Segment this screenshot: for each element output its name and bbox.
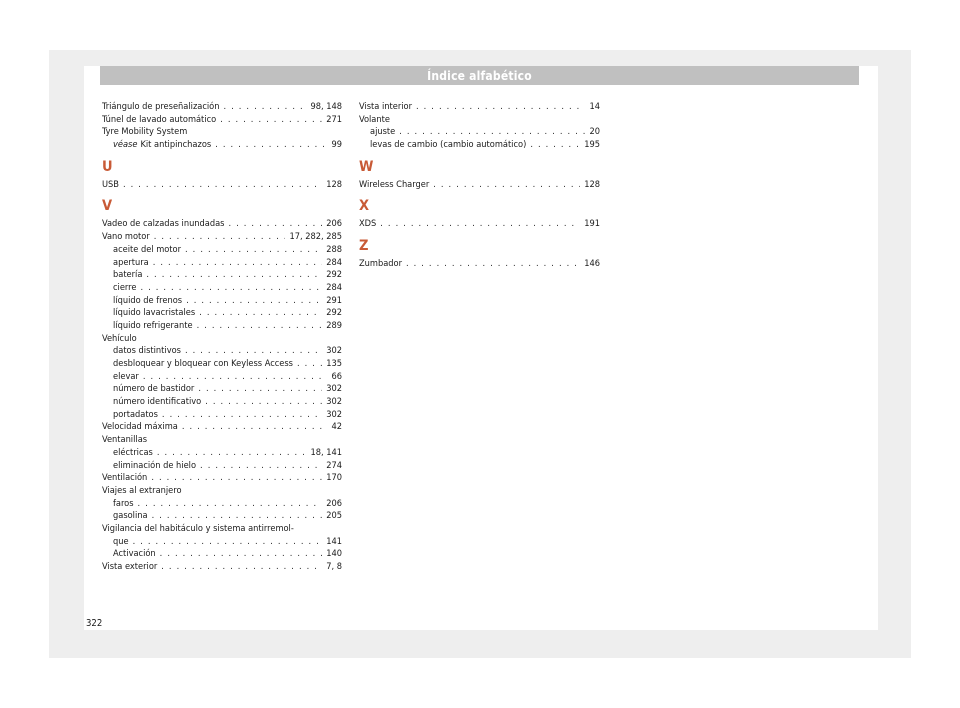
dot-leader <box>530 139 580 152</box>
index-page-ref: 195 <box>584 139 600 151</box>
dot-leader <box>380 218 580 231</box>
dot-leader <box>152 510 323 523</box>
index-subentry <box>102 282 342 295</box>
index-term: Zumbador <box>359 258 402 270</box>
dot-leader <box>215 139 327 152</box>
dot-leader <box>416 101 585 114</box>
index-term: Triángulo de preseñalización <box>102 101 220 112</box>
index-term: Vista interior <box>359 101 412 112</box>
index-page-ref: 14 <box>589 101 600 112</box>
dot-leader <box>182 421 328 434</box>
index-term: Activación <box>113 548 156 560</box>
index-page-ref: 302 <box>326 383 342 395</box>
index-subentry <box>102 510 342 523</box>
index-subentry <box>102 396 342 409</box>
index-term: aceite del motor <box>113 243 182 255</box>
index-term: Velocidad máxima <box>102 421 178 433</box>
index-term: Tyre Mobility System <box>102 126 188 138</box>
index-entry <box>102 179 342 192</box>
index-entry <box>102 218 342 231</box>
index-term: número de bastidor <box>113 383 195 395</box>
section-header <box>100 66 859 85</box>
index-term: portadatos <box>113 408 158 420</box>
dot-leader <box>200 460 322 473</box>
index-term: número identificativo <box>113 396 202 408</box>
dot-leader <box>151 472 322 485</box>
index-page-ref: 291 <box>326 294 342 306</box>
index-page-ref: 271 <box>326 113 342 125</box>
dot-leader <box>138 498 323 511</box>
index-heading <box>102 485 342 498</box>
index-page-ref: 99 <box>331 139 342 151</box>
index-page-ref: 66 <box>331 370 342 382</box>
index-entry <box>102 101 342 114</box>
index-subentry <box>102 383 342 396</box>
index-entry <box>359 101 600 114</box>
index-entry <box>359 179 600 192</box>
index-term: batería <box>113 269 143 281</box>
index-subentry <box>102 371 342 384</box>
index-term: desbloquear y bloquear con Keyless Access <box>113 358 293 369</box>
index-term: eléctricas <box>113 446 153 458</box>
index-page-ref: 302 <box>326 396 342 408</box>
index-page-ref: 42 <box>331 421 342 433</box>
dot-leader <box>223 101 306 114</box>
index-subentry <box>102 460 342 473</box>
index-entry <box>102 139 342 152</box>
index-term: apertura <box>113 256 149 268</box>
index-subentry <box>359 139 600 152</box>
index-letter-x: X <box>359 198 370 215</box>
index-entry <box>102 114 342 127</box>
index-page-ref: 146 <box>584 258 600 270</box>
index-term: líquido refrigerante <box>113 319 193 331</box>
index-page-ref: 274 <box>326 459 342 471</box>
index-page-ref: 140 <box>326 548 342 560</box>
dot-leader <box>220 114 322 127</box>
dot-leader <box>197 320 323 333</box>
index-subentry <box>102 548 342 561</box>
index-heading <box>102 126 342 139</box>
index-heading <box>102 333 342 346</box>
index-page-ref: 206 <box>326 497 342 509</box>
index-subentry <box>359 126 600 139</box>
index-term: cierre <box>113 281 137 293</box>
index-subentry <box>102 447 342 460</box>
index-subentry <box>102 269 342 282</box>
index-term: que <box>113 535 129 547</box>
dot-leader <box>133 536 323 549</box>
index-term: Kit antipinchazos <box>140 139 212 151</box>
index-term: Wireless Charger <box>359 178 430 190</box>
index-subentry <box>102 295 342 308</box>
index-term: líquido de frenos <box>113 294 183 306</box>
index-page-ref: 302 <box>326 408 342 420</box>
index-term: datos distintivos <box>113 345 181 357</box>
index-term: XDS <box>359 218 377 230</box>
index-term: Vista exterior <box>102 561 158 572</box>
index-heading <box>102 434 342 447</box>
dot-leader <box>406 258 580 271</box>
index-term: faros <box>113 497 134 509</box>
index-term: Vigilancia del habitáculo y sistema antirremol- <box>102 522 294 534</box>
index-page-ref: 17, 282, 285 <box>289 231 342 243</box>
dot-leader <box>205 396 322 409</box>
dot-leader <box>186 295 322 308</box>
index-term: Viajes al extranjero <box>102 484 182 496</box>
index-page-ref: 128 <box>584 178 600 190</box>
index-term: Vehículo <box>102 332 137 344</box>
index-page-ref: 289 <box>326 319 342 331</box>
index-page-ref: 191 <box>584 218 600 230</box>
index-term: Vano motor <box>102 231 150 243</box>
page-number: 322 <box>86 618 103 629</box>
index-page-ref: 288 <box>326 243 342 255</box>
index-page-ref: 141 <box>326 535 342 547</box>
dot-leader <box>140 282 322 295</box>
index-page-ref: 205 <box>326 510 342 522</box>
index-term: líquido lavacristales <box>113 307 196 319</box>
index-page-ref: 18, 141 <box>310 446 342 458</box>
index-subentry <box>102 536 342 549</box>
index-term: Túnel de lavado automático <box>102 113 217 125</box>
index-subentry <box>102 409 342 422</box>
index-term: eliminación de hielo <box>113 459 197 471</box>
index-subentry <box>102 320 342 333</box>
index-letter-w: W <box>359 158 374 175</box>
dot-leader <box>185 345 322 358</box>
dot-leader <box>123 179 322 192</box>
dot-leader <box>162 409 322 422</box>
dot-leader <box>153 257 322 270</box>
index-page-ref: 98, 148 <box>310 101 342 112</box>
dot-leader <box>157 447 307 460</box>
index-subentry <box>102 358 342 371</box>
dot-leader <box>433 179 580 192</box>
index-term: levas de cambio (cambio automático) <box>370 139 527 151</box>
index-page-ref: 302 <box>326 345 342 357</box>
index-subentry <box>102 307 342 320</box>
index-entry <box>359 218 600 231</box>
index-page-ref: 284 <box>326 281 342 293</box>
index-entry <box>102 421 342 434</box>
index-page-ref: 170 <box>326 472 342 484</box>
index-subentry <box>102 498 342 511</box>
section-title: Índice alfabético <box>427 68 532 83</box>
index-page-ref: 292 <box>326 269 342 281</box>
index-term: Ventilación <box>102 472 148 484</box>
see-reference-label: véase <box>113 139 138 151</box>
index-page-ref: 284 <box>326 256 342 268</box>
index-term: elevar <box>113 370 139 382</box>
dot-leader <box>199 307 322 320</box>
index-term: ajuste <box>370 126 396 138</box>
index-letter-v: V <box>102 198 113 215</box>
dot-leader <box>198 383 322 396</box>
index-page-ref: 20 <box>589 126 600 138</box>
dot-leader <box>154 231 286 244</box>
index-term: Vadeo de calzadas inundadas <box>102 218 225 230</box>
index-heading <box>102 523 342 536</box>
index-page-ref: 292 <box>326 307 342 319</box>
index-letter-u: U <box>102 158 113 175</box>
dot-leader <box>297 358 322 371</box>
index-column-right <box>359 101 600 271</box>
index-term: USB <box>102 178 119 190</box>
index-heading <box>359 114 600 127</box>
index-page-ref: 206 <box>326 218 342 230</box>
dot-leader <box>143 371 328 384</box>
index-page-ref: 128 <box>326 178 342 190</box>
dot-leader <box>185 244 322 257</box>
index-entry <box>102 561 342 574</box>
index-entry <box>102 472 342 485</box>
index-subentry <box>102 257 342 270</box>
dot-leader <box>399 126 585 139</box>
index-term: Volante <box>359 113 390 125</box>
dot-leader <box>228 218 322 231</box>
index-letter-z: Z <box>359 238 369 255</box>
index-page-ref: 135 <box>326 358 342 369</box>
dot-leader <box>160 548 323 561</box>
index-subentry <box>102 345 342 358</box>
dot-leader <box>146 269 322 282</box>
index-entry <box>102 231 342 244</box>
index-entry <box>359 258 600 271</box>
index-subentry <box>102 244 342 257</box>
index-page-ref: 7, 8 <box>326 561 342 572</box>
dot-leader <box>161 561 322 574</box>
index-term: Ventanillas <box>102 434 148 446</box>
index-column-left <box>102 101 342 574</box>
index-term: gasolina <box>113 510 148 522</box>
